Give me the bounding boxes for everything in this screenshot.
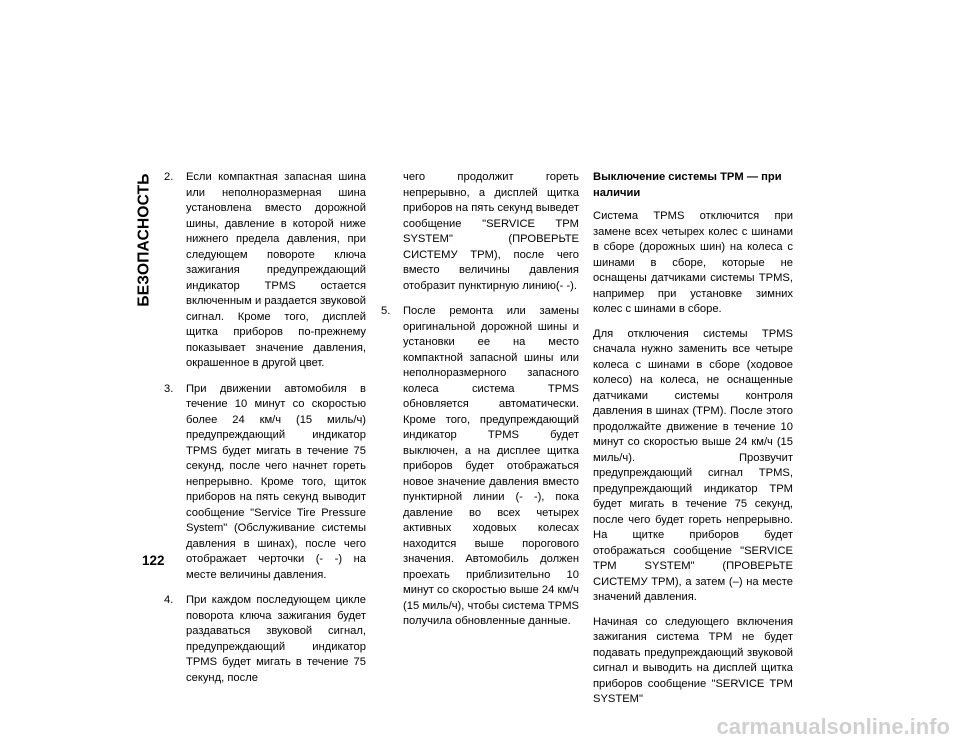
- list-item-text: При движении автомобиля в течение 10 минут со скоростью более 24 км/ч (15 миль/ч) предупреждающий индикатор TPMS будет мигать в течение 75 секунд, после чего начнет гореть непрерывно. Кроме того, щиток приборов на пять секунд выводит сообщение "Service Tire Pressure System" (Обслуживание системы давления в шинах), после чего отображает черточки (- -) на месте величины давления.: [186, 382, 366, 581]
- list-item: [381, 304, 579, 630]
- list-item-text: После ремонта или замены оригинальной дорожной шины и установки ее на место компактной запасной шины или неполноразмерного запасного колеса система TPMS обновляется автоматически. Кроме того, предупреждающий индикатор TPMS будет выключен, а на дисплее щитка приборов будет отображаться новое значение давления вместо пунктирной линии (- -), пока давление во всех четырех активных ходовых колесах находится выше порогового значения. Автомобиль должен проехать приблизительно 10 минут со скоростью выше 24 км/ч (15 миль/ч), чтобы система TPMS получила обновленные данные.: [403, 305, 579, 627]
- column-left: [164, 170, 366, 696]
- list-item: [164, 170, 366, 372]
- list-item: [164, 593, 366, 686]
- list-item-number: 5.: [381, 305, 391, 317]
- section-heading: Выключение системы TPM — при наличии: [593, 171, 782, 199]
- column-right: [593, 170, 793, 717]
- watermark: carmanualsonline.info: [716, 714, 950, 739]
- section-tab-label: БЕЗОПАСНОСТЬ: [136, 173, 153, 307]
- list-item-number: 4.: [164, 594, 174, 606]
- paragraph: Система TPMS отключится при замене всех четырех колес с шинами в сборе (дорожных шин) на колеса с шинами в сборе, которые не оснащены датчиками системы TPMS, например при установке зимних колес с шинами в сборе.: [593, 210, 793, 315]
- paragraph: Начиная со следующего включения зажигания система TPM не будет подавать предупреждающий звуковой сигнал и выводить на дисплей щитка приборов сообщение "SERVICE TPM SYSTEM": [593, 615, 793, 705]
- list-item-continuation: чего продолжит гореть непрерывно, а дисплей щитка приборов на пять секунд выведет сообщение "SERVICE TPM SYSTEM" (ПРОВЕРЬТЕ СИСТЕМУ TPM), после чего вместо величины давления отобразит пунктирную линию(- -).: [403, 171, 579, 292]
- list-item-number: 2.: [164, 171, 174, 183]
- page-number: 122: [142, 553, 165, 568]
- column-middle: [381, 170, 579, 640]
- list-item-number: 3.: [164, 382, 174, 395]
- list-item-text: Если компактная запасная шина или неполноразмерная шина установлена вместо дорожной шины, давление в которой ниже нижнего предела давления, при следующем повороте ключа зажигания предупреждающий индикатор TPMS остается включенным и раздается звуковой сигнал. Кроме того, дисплей щитка приборов по-прежнему показывает значение давления, окрашенное в другой цвет.: [186, 171, 366, 369]
- paragraph: Для отключения системы TPMS сначала нужно заменить все четыре колеса с шинами в сборе (ходовое колесо) на колеса, не оснащенные датчиками системы контроля давления в шинах (TPM). После этого продолжайте движение в течение 10 минут со скоростью выше 24 км/ч (15 миль/ч). Прозвучит предупреждающий сигнал TPMS, предупреждающий индикатор TPM будет мигать в течение 75 секунд, после чего будет гореть непрерывно. На щитке приборов будет отображаться сообщение "SERVICE TPM SYSTEM" (ПРОВЕРЬТЕ СИСТЕМУ TPM), а затем (–) на месте значений давления.: [593, 327, 793, 603]
- list-item-text: При каждом последующем цикле поворота ключа зажигания будет раздаваться звуковой сигнал, предупреждающий индикатор TPMS будет мигать в течение 75 секунд, после: [186, 594, 366, 684]
- list-item: [164, 382, 366, 584]
- section-tab: [130, 170, 160, 310]
